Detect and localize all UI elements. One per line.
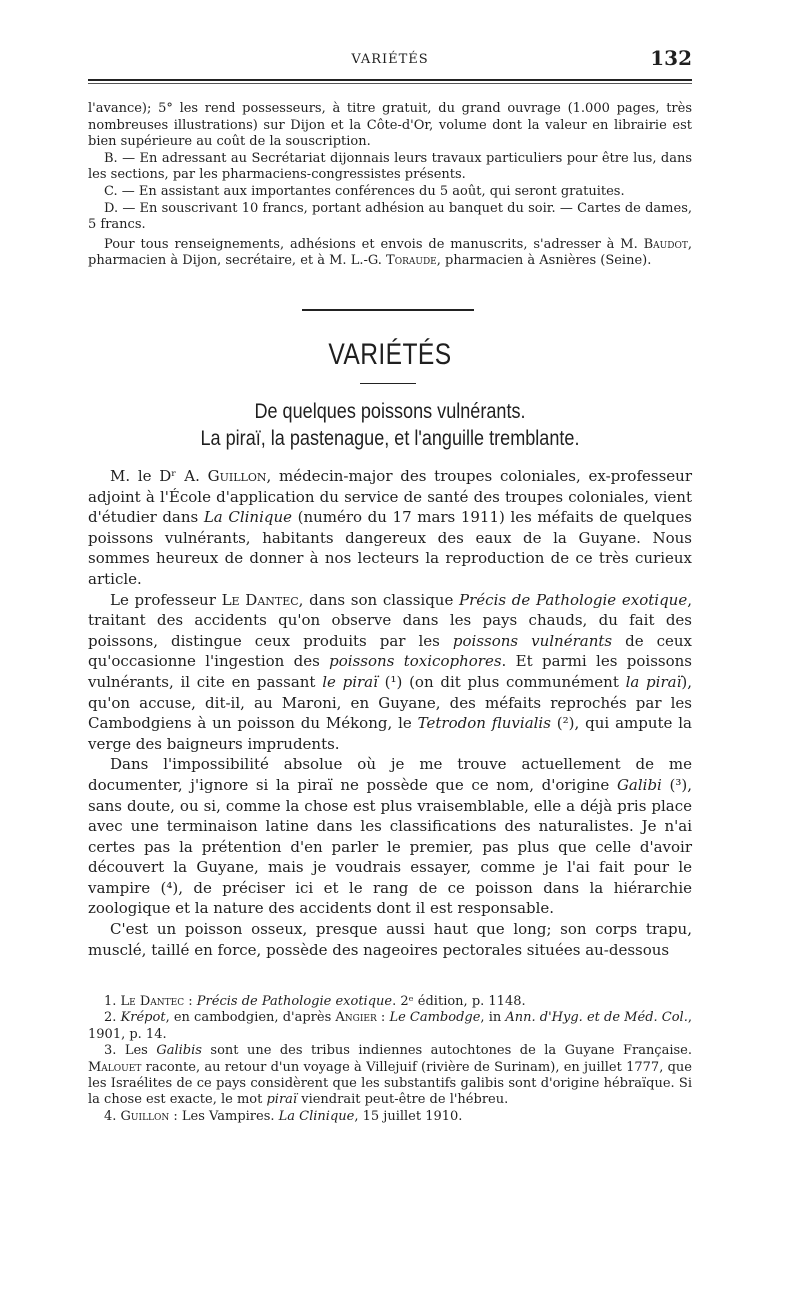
footnote-1: 1. Le Dantec : Précis de Pathologie exotique. 2ᵉ édition, p. 1148. xyxy=(104,994,526,1009)
intro-paragraph-1: l'avance); 5° les rend possesseurs, à titre gratuit, du grand ouvrage (1.000 pages, très nombreuses illustrations) sur Dijon et la Côte-d'Or, volume dont la valeur en librairie est bien supérieure au coût de la souscription. xyxy=(88,101,692,150)
footnote-2: 2. Krépot, en cambodgien, d'après Angier : Le Cambodge, in Ann. d'Hyg. et de Méd. Col., 1901, p. 14. xyxy=(88,1010,692,1042)
footnotes xyxy=(88,994,692,1125)
intro-contact-paragraph: Pour tous renseignements, adhésions et envois de manuscrits, s'adresser à M. Baudot, pharmacien à Dijon, secrétaire, et à M. L.-G. Toraude, pharmacien à Asnières (Seine). xyxy=(88,236,692,269)
title-rule xyxy=(360,383,416,384)
section-title: VARIÉTÉS xyxy=(328,338,452,371)
intro-paragraph-c: C. — En assistant aux importantes conférences du 5 août, qui seront gratuites. xyxy=(104,183,625,199)
header-rule xyxy=(88,79,692,81)
article-paragraph-1: M. le Dʳ A. Guillon, médecin-major des troupes coloniales, ex-professeur adjoint à l'École d'application du service de santé des troupes coloniales, vient d'étudier dans La Clinique (numéro du 17 mars 1911) les méfaits de quelques poissons vulnérants, habitants dangereux des eaux de la Guyane. Nous sommes heureux de donner à nos lecteurs la reproduction de ce très curieux article. xyxy=(88,467,692,588)
article-subtitle-2: La piraï, la pastenague, et l'anguille tremblante. xyxy=(200,427,580,450)
person-name: Guillon xyxy=(207,467,267,485)
article-body xyxy=(88,466,692,960)
article-subtitle-1: De quelques poissons vulnérants. xyxy=(254,400,526,423)
article-paragraph-4: C'est un poisson osseux, presque aussi haut que long; son corps trapu, musclé, taillé en force, possède des nageoires pectorales situées au-dessous xyxy=(88,920,692,959)
article-paragraph-3: Dans l'impossibilité absolue où je me trouve actuellement de me documenter, j'ignore si la piraï ne possède que ce nom, d'origine Galibi (³), sans doute, ou si, comme la chose est plus vraisemblable, elle a déjà pris place avec une terminaison latine dans les classifications des naturalistes. Je n'ai certes pas la prétention d'en parler le premier, pas plus que celle d'avoir découvert la Guyane, mais je voudrais essayer, comme je l'ai fait pour le vampire (⁴), de préciser ici et le rang de ce poisson dans la hiérarchie zoologique et la nature des accidents dont il est responsable. xyxy=(88,755,692,918)
footnote-4: 4. Guillon : Les Vampires. La Clinique, 15 juillet 1910. xyxy=(104,1108,463,1124)
section-separator xyxy=(302,309,474,311)
running-head: VARIÉTÉS xyxy=(351,52,429,67)
person-name: Toraude xyxy=(386,253,437,269)
page-number: 132 xyxy=(650,46,692,70)
intro-continuation xyxy=(88,101,692,270)
article-paragraph-2: Le professeur Le Dantec, dans son classique Précis de Pathologie exotique, traitant des accidents qu'on observe dans les pays chauds, du fait des poissons, distingue ceux produits par les poissons vulnérants de ceux qu'occasionne l'ingestion des poissons toxicophores. Et parmi les poissons vulnérants, il cite en passant le piraï (¹) (on dit plus communément la piraï), qu'on accuse, dit-il, au Maroni, en Guyane, des méfaits reprochés par les Cambodgiens à un poisson du Mékong, le Tetrodon fluvialis (²), qui ampute la verge des baigneurs imprudents. xyxy=(88,590,693,753)
person-name: Le Dantec xyxy=(221,590,299,609)
intro-paragraph-b: B. — En adressant au Secrétariat dijonnais leurs travaux particuliers pour être lus, dans les sections, par les pharmaciens-congressistes présents. xyxy=(88,150,692,183)
person-name: Baudot xyxy=(643,236,688,252)
footnote-3: 3. Les Galibis sont une des tribus indiennes autochtones de la Guyane Française. Malouet raconte, au retour d'un voyage à Villejuif (rivière de Surinam), en juillet 1777, que les Israélites de ce pays considèrent que les substantifs galibis sont d'origine hébraïque. Si la chose est exacte, le mot piraï viendrait peut-être de l'hébreu. xyxy=(88,1043,692,1108)
intro-paragraph-d: D. — En souscrivant 10 francs, portant adhésion au banquet du soir. — Cartes de dames, 5 francs. xyxy=(88,200,692,233)
header-rule-thin xyxy=(88,83,692,84)
page-header xyxy=(88,46,692,72)
